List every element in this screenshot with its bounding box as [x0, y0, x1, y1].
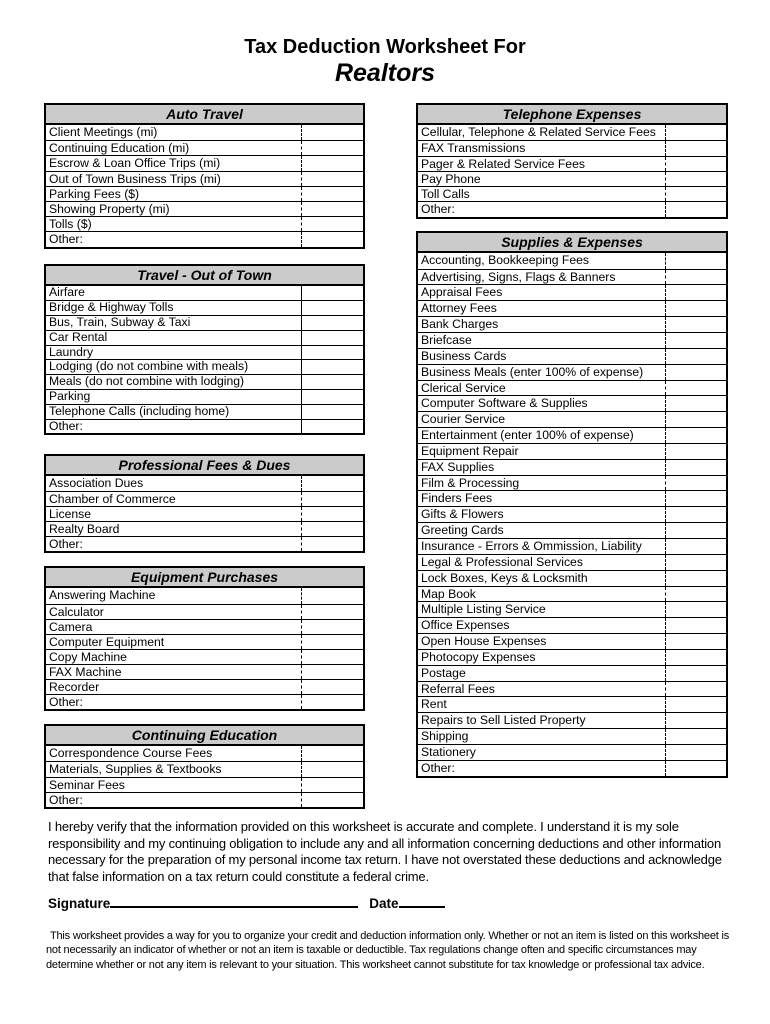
expense-amount-field[interactable] [665, 523, 726, 538]
expense-row [418, 201, 726, 216]
section-header-equipment-purchases [46, 568, 363, 588]
expense-row [46, 155, 363, 170]
section-title: Continuing Education [131, 727, 278, 744]
expense-amount-field[interactable] [301, 680, 363, 694]
expense-amount-field[interactable] [665, 381, 726, 396]
expense-amount-field[interactable] [301, 507, 363, 521]
expense-row [418, 380, 726, 396]
section-header-continuing-education [46, 726, 363, 746]
expense-row [418, 633, 726, 649]
expense-label: Referral Fees [421, 681, 495, 696]
expense-label: Association Dues [49, 476, 144, 491]
section-supplies-expenses [416, 231, 728, 778]
expense-row [418, 649, 726, 665]
expense-label: Pager & Related Service Fees [421, 156, 585, 171]
expense-amount-field[interactable] [665, 713, 726, 728]
expense-row [418, 284, 726, 300]
expense-amount-field[interactable] [665, 602, 726, 617]
expense-row [46, 746, 363, 761]
section-title: Equipment Purchases [130, 569, 279, 586]
section-title: Supplies & Expenses [501, 233, 643, 250]
expense-amount-field[interactable] [301, 665, 363, 679]
expense-label: Gifts & Flowers [421, 507, 504, 522]
expense-amount-field[interactable] [665, 555, 726, 570]
expense-row [418, 681, 726, 697]
expense-amount-field[interactable] [301, 172, 363, 186]
expense-amount-field[interactable] [665, 187, 726, 201]
expense-amount-field[interactable] [665, 476, 726, 491]
section-header-supplies-expenses [418, 233, 726, 253]
signature-label: Signature [48, 896, 111, 911]
expense-label: Bank Charges [421, 317, 499, 332]
expense-row [418, 506, 726, 522]
expense-row [46, 521, 363, 536]
expense-label: Other: [49, 419, 83, 433]
expense-amount-field[interactable] [301, 156, 363, 170]
expense-label: FAX Supplies [421, 459, 495, 474]
expense-amount-field[interactable] [301, 588, 363, 603]
expense-row [418, 712, 726, 728]
expense-row [46, 315, 363, 330]
expense-label: Client Meetings (mi) [49, 125, 158, 139]
expense-row [418, 586, 726, 602]
expense-label: Stationery [421, 744, 476, 759]
expense-amount-field[interactable] [665, 253, 726, 269]
expense-label: Rent [421, 697, 447, 712]
left-column [44, 103, 365, 809]
expense-label: Answering Machine [49, 588, 156, 603]
expense-label: Other: [49, 695, 83, 710]
section-professional-fees-dues [44, 454, 365, 553]
expense-amount-field[interactable] [665, 697, 726, 712]
expense-row [46, 171, 363, 186]
section-rows [46, 476, 363, 551]
expense-label: Accounting, Bookkeeping Fees [421, 252, 590, 267]
expense-label: Seminar Fees [49, 777, 125, 792]
expense-label: Computer Equipment [49, 634, 165, 649]
expense-amount-field[interactable] [301, 390, 363, 404]
expense-amount-field[interactable] [665, 761, 726, 776]
expense-amount-field[interactable] [301, 492, 363, 506]
expense-amount-field[interactable] [665, 571, 726, 586]
expense-row [46, 679, 363, 694]
expense-row [418, 744, 726, 760]
expense-amount-field[interactable] [301, 125, 363, 140]
section-travel-out-of-town [44, 264, 365, 436]
expense-row [418, 171, 726, 186]
expense-amount-field[interactable] [665, 285, 726, 300]
expense-label: Attorney Fees [421, 301, 497, 316]
expense-row [418, 601, 726, 617]
expense-row [46, 619, 363, 634]
section-rows [46, 746, 363, 807]
expense-row [418, 140, 726, 155]
expense-label: Clerical Service [421, 380, 506, 395]
expense-amount-field[interactable] [665, 172, 726, 186]
expense-row [418, 475, 726, 491]
signature-row [48, 893, 728, 911]
expense-row [418, 316, 726, 332]
expense-amount-field[interactable] [665, 491, 726, 506]
expense-row [46, 186, 363, 201]
section-equipment-purchases [44, 566, 365, 711]
expense-label: Open House Expenses [421, 634, 547, 649]
expense-amount-field[interactable] [665, 650, 726, 665]
expense-row [46, 664, 363, 679]
expense-amount-field[interactable] [301, 346, 363, 360]
expense-label: Lock Boxes, Keys & Locksmith [421, 570, 588, 585]
expense-amount-field[interactable] [665, 634, 726, 649]
expense-amount-field[interactable] [301, 650, 363, 664]
expense-label: Insurance - Errors & Ommission, Liability [421, 538, 642, 553]
expense-amount-field[interactable] [301, 375, 363, 389]
expense-row [46, 476, 363, 491]
expense-label: Materials, Supplies & Textbooks [49, 762, 222, 777]
section-header-travel-out-of-town [46, 266, 363, 286]
right-column [416, 103, 728, 778]
expense-label: Lodging (do not combine with meals) [49, 360, 249, 374]
expense-label: FAX Transmissions [421, 141, 526, 156]
expense-amount-field[interactable] [665, 396, 726, 411]
expense-row [46, 506, 363, 521]
expense-label: FAX Machine [49, 664, 122, 679]
expense-row [46, 588, 363, 603]
expense-row [46, 286, 363, 301]
expense-amount-field[interactable] [665, 202, 726, 216]
page-title: Tax Deduction Worksheet For [244, 36, 526, 58]
expense-amount-field[interactable] [301, 187, 363, 201]
expense-label: Other: [421, 202, 455, 217]
section-title: Professional Fees & Dues [118, 457, 291, 474]
expense-amount-field[interactable] [301, 778, 363, 792]
expense-label: Airfare [49, 285, 85, 299]
expense-amount-field[interactable] [301, 522, 363, 536]
section-continuing-education [44, 724, 365, 809]
expense-row [418, 522, 726, 538]
expense-row [418, 253, 726, 269]
expense-amount-field[interactable] [665, 666, 726, 681]
expense-amount-field[interactable] [301, 605, 363, 619]
expense-label: Entertainment (enter 100% of expense) [421, 428, 634, 443]
expense-row [418, 696, 726, 712]
expense-label: Copy Machine [49, 649, 127, 664]
expense-amount-field[interactable] [665, 301, 726, 316]
expense-label: Map Book [421, 586, 476, 601]
expense-row [418, 269, 726, 285]
expense-amount-field[interactable] [665, 125, 726, 140]
section-header-professional-fees-dues [46, 456, 363, 476]
expense-label: Shipping [421, 729, 469, 744]
expense-row [46, 345, 363, 360]
expense-amount-field[interactable] [301, 746, 363, 761]
expense-label: Briefcase [421, 333, 472, 347]
expense-label: Legal & Professional Services [421, 554, 583, 569]
expense-label: Laundry [49, 345, 94, 359]
expense-row [418, 617, 726, 633]
date-label: Date [369, 896, 399, 911]
expense-label: Cellular, Telephone & Related Service Fees [421, 125, 656, 139]
expense-row [46, 604, 363, 619]
expense-row [418, 364, 726, 380]
section-rows [46, 286, 363, 434]
expense-label: Other: [421, 760, 455, 775]
expense-label: Other: [49, 537, 83, 552]
expense-amount-field[interactable] [665, 157, 726, 171]
expense-label: Continuing Education (mi) [49, 141, 190, 156]
expense-row [46, 359, 363, 374]
expense-row [46, 216, 363, 231]
expense-label: Escrow & Loan Office Trips (mi) [49, 156, 221, 171]
signature-line[interactable] [110, 893, 358, 908]
expense-label: Business Meals (enter 100% of expense) [421, 364, 644, 379]
expense-row [46, 761, 363, 776]
expense-amount-field[interactable] [301, 420, 363, 434]
expense-label: Office Expenses [421, 618, 510, 633]
expense-label: Out of Town Business Trips (mi) [49, 171, 221, 186]
expense-amount-field[interactable] [665, 745, 726, 760]
expense-row [418, 665, 726, 681]
expense-amount-field[interactable] [665, 365, 726, 380]
expense-label: Other: [49, 792, 83, 807]
expense-amount-field[interactable] [665, 141, 726, 155]
expense-amount-field[interactable] [301, 695, 363, 709]
expense-amount-field[interactable] [301, 620, 363, 634]
expense-amount-field[interactable] [301, 405, 363, 419]
expense-label: Car Rental [49, 330, 108, 344]
expense-row [46, 389, 363, 404]
expense-row [418, 760, 726, 776]
disclaimer-text: This worksheet provides a way for you to organize your credit and deduction information only. Whether or not an item is listed on this worksheet is not necessarily an indicator of whether or not an item is taxable or deductible. Tax regulations change often and specific circumstances may determine whether or not any item is relevant to your situation. This worksheet cannot substitute for tax knowledge or professional tax advice. [46, 930, 730, 971]
expense-row [46, 694, 363, 709]
expense-row [418, 570, 726, 586]
expense-amount-field[interactable] [665, 428, 726, 443]
expense-label: Equipment Repair [421, 443, 519, 458]
expense-amount-field[interactable] [665, 333, 726, 348]
expense-label: Postage [421, 665, 466, 680]
expense-label: Showing Property (mi) [49, 201, 170, 216]
section-header-auto-travel [46, 105, 363, 125]
expense-amount-field[interactable] [665, 682, 726, 697]
expense-label: Camera [49, 619, 93, 634]
expense-row [418, 332, 726, 348]
section-rows [46, 125, 363, 247]
expense-label: Courier Service [421, 412, 505, 427]
expense-label: Bus, Train, Subway & Taxi [49, 316, 191, 330]
page-subtitle: Realtors [334, 59, 436, 87]
expense-row [46, 201, 363, 216]
expense-row [46, 404, 363, 419]
expense-amount-field[interactable] [665, 460, 726, 475]
section-rows [46, 588, 363, 709]
expense-row [46, 125, 363, 140]
expense-row [418, 728, 726, 744]
expense-amount-field[interactable] [301, 537, 363, 551]
section-title: Auto Travel [166, 106, 243, 122]
expense-label: Recorder [49, 680, 100, 695]
expense-row [46, 536, 363, 551]
expense-label: Finders Fees [421, 491, 493, 506]
expense-label: Appraisal Fees [421, 285, 503, 300]
expense-label: Telephone Calls (including home) [49, 404, 230, 418]
expense-row [418, 538, 726, 554]
expense-label: Parking [49, 390, 91, 404]
expense-row [46, 777, 363, 792]
expense-label: Business Cards [421, 348, 507, 363]
expense-label: Multiple Listing Service [421, 602, 546, 617]
expense-label: Computer Software & Supplies [421, 396, 588, 411]
expense-amount-field[interactable] [665, 444, 726, 459]
expense-row [46, 231, 363, 246]
expense-amount-field[interactable] [301, 301, 363, 315]
expense-label: Photocopy Expenses [421, 649, 536, 664]
expense-label: Bridge & Highway Tolls [49, 301, 174, 315]
expense-label: Toll Calls [421, 187, 470, 202]
expense-label: Realty Board [49, 522, 120, 537]
section-auto-travel [44, 103, 365, 249]
expense-amount-field[interactable] [301, 476, 363, 491]
expense-label: Parking Fees ($) [49, 186, 140, 201]
expense-amount-field[interactable] [301, 232, 363, 246]
section-title: Telephone Expenses [502, 106, 642, 122]
expense-amount-field[interactable] [301, 217, 363, 231]
expense-row [46, 374, 363, 389]
expense-label: Meals (do not combine with lodging) [49, 375, 245, 389]
expense-label: Film & Processing [421, 475, 520, 490]
expense-label: Tolls ($) [49, 217, 92, 232]
expense-label: Pay Phone [421, 171, 481, 186]
expense-row [418, 443, 726, 459]
section-header-telephone-expenses [418, 105, 726, 125]
expense-row [46, 649, 363, 664]
expense-label: Repairs to Sell Listed Property [421, 713, 586, 728]
expense-amount-field[interactable] [301, 360, 363, 374]
expense-amount-field[interactable] [301, 202, 363, 216]
expense-row [46, 140, 363, 155]
expense-row [46, 300, 363, 315]
section-rows [418, 253, 726, 776]
expense-row [418, 459, 726, 475]
expense-amount-field[interactable] [665, 317, 726, 332]
expense-label: Correspondence Course Fees [49, 746, 213, 761]
section-telephone-expenses [416, 103, 728, 219]
declaration-text: I hereby verify that the information provided on this worksheet is accurate and complete. I understand it is my sole responsibility and my continuing obligation to include any and all information concerning deductions and other information necessary for the preparation of my personal income tax return. I have not overstated these deductions and acknowledge that false information on a tax return could constitute a federal crime. [48, 819, 722, 884]
expense-amount-field[interactable] [665, 618, 726, 633]
expense-row [46, 634, 363, 649]
expense-label: Calculator [49, 604, 104, 619]
expense-label: Other: [49, 232, 83, 247]
expense-amount-field[interactable] [665, 270, 726, 285]
expense-label: Greeting Cards [421, 523, 504, 538]
section-title: Travel - Out of Town [137, 266, 272, 283]
expense-label: License [49, 507, 92, 522]
expense-amount-field[interactable] [301, 141, 363, 155]
section-rows [418, 125, 726, 217]
expense-row [418, 125, 726, 140]
expense-row [418, 490, 726, 506]
expense-label: Chamber of Commerce [49, 492, 176, 507]
expense-amount-field[interactable] [665, 507, 726, 522]
expense-row [46, 419, 363, 434]
expense-row [46, 792, 363, 807]
expense-row [418, 411, 726, 427]
expense-row [418, 156, 726, 171]
expense-row [418, 186, 726, 201]
expense-amount-field[interactable] [301, 316, 363, 330]
expense-row [418, 427, 726, 443]
expense-row [46, 491, 363, 506]
expense-amount-field[interactable] [301, 331, 363, 345]
expense-amount-field[interactable] [665, 587, 726, 602]
expense-amount-field[interactable] [301, 762, 363, 776]
date-line[interactable] [399, 893, 445, 908]
expense-row [418, 554, 726, 570]
expense-row [418, 395, 726, 411]
expense-amount-field[interactable] [665, 539, 726, 554]
expense-amount-field[interactable] [301, 286, 363, 301]
expense-amount-field[interactable] [301, 635, 363, 649]
expense-label: Advertising, Signs, Flags & Banners [421, 269, 616, 284]
expense-amount-field[interactable] [301, 793, 363, 807]
expense-row [418, 348, 726, 364]
expense-amount-field[interactable] [665, 729, 726, 744]
expense-row [46, 330, 363, 345]
expense-row [418, 300, 726, 316]
expense-amount-field[interactable] [665, 412, 726, 427]
expense-amount-field[interactable] [665, 349, 726, 364]
